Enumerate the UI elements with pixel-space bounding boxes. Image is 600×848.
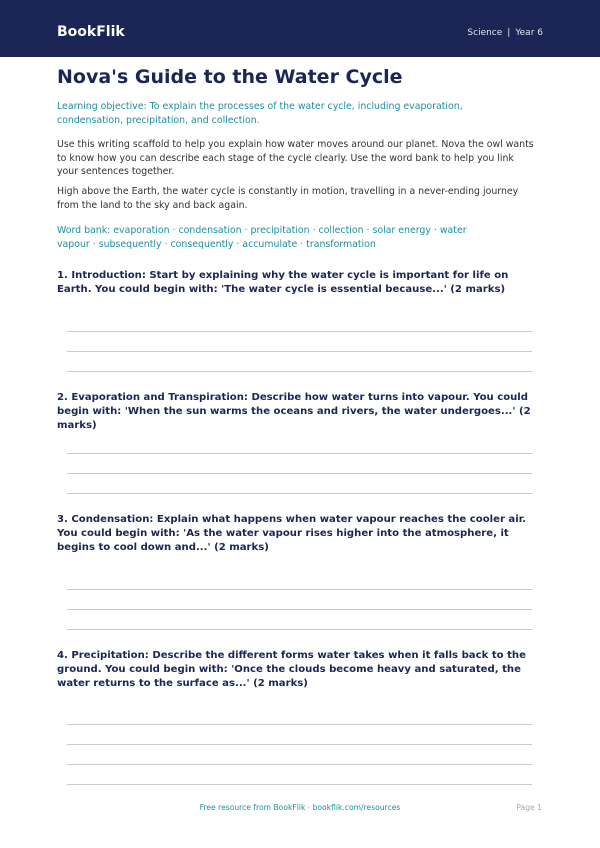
meta-separator: | [507, 28, 511, 38]
footer-resource-link[interactable]: Free resource from BookFlik · bookflik.com/resources [199, 803, 401, 812]
page-header [0, 0, 600, 57]
answer-line[interactable] [67, 744, 532, 745]
page-number: Page 1 [516, 803, 542, 812]
page-title: Nova's Guide to the Water Cycle [57, 66, 403, 88]
answer-line[interactable] [67, 351, 532, 352]
answer-line[interactable] [67, 609, 532, 610]
question-3: 3. Condensation: Explain what happens when water vapour reaches the cooler air. You could begin with: 'As the water vapour rises higher into the atmosphere, it begins to cool down and...' (2 marks) [57, 514, 527, 554]
answer-line[interactable] [67, 371, 532, 372]
answer-line[interactable] [67, 764, 532, 765]
subject-label: Science [467, 28, 503, 38]
intro-paragraph: Use this writing scaffold to help you explain how water moves around our planet. Nova the owl wants to know how you can describe each stage of the cycle clearly. Use the word bank to help you link your sentences together. [57, 139, 534, 177]
answer-line[interactable] [67, 724, 532, 725]
learning-objective: Learning objective: To explain the processes of the water cycle, including evaporation, condensation, precipitation, and collection. [57, 101, 463, 126]
answer-line[interactable] [67, 331, 532, 332]
answer-line[interactable] [67, 473, 532, 474]
intro-paragraph: High above the Earth, the water cycle is constantly in motion, travelling in a never-ending journey from the land to the sky and back again. [57, 186, 519, 211]
word-bank: Word bank: evaporation · condensation · precipitation · collection · solar energy · water vapour · subsequently · consequently · accumulate · transformation [57, 225, 467, 250]
answer-line[interactable] [67, 493, 532, 494]
answer-line[interactable] [67, 629, 532, 630]
answer-line[interactable] [67, 589, 532, 590]
answer-line[interactable] [67, 453, 532, 454]
answer-line[interactable] [67, 784, 532, 785]
brand-logo: BookFlik [57, 24, 125, 40]
question-2: 2. Evaporation and Transpiration: Describe how water turns into vapour. You could begin with: 'When the sun warms the oceans and rivers, the water undergoes...' (2 marks) [57, 392, 531, 432]
header-meta [467, 27, 543, 39]
year-label: Year 6 [515, 28, 543, 38]
question-1: 1. Introduction: Start by explaining why the water cycle is important for life on Earth. You could begin with: 'The water cycle is essential because...' (2 marks) [57, 270, 509, 296]
question-4: 4. Precipitation: Describe the different forms water takes when it falls back to the ground. You could begin with: 'Once the clouds become heavy and saturated, the water returns to the surface as...' (2 marks) [57, 650, 526, 690]
